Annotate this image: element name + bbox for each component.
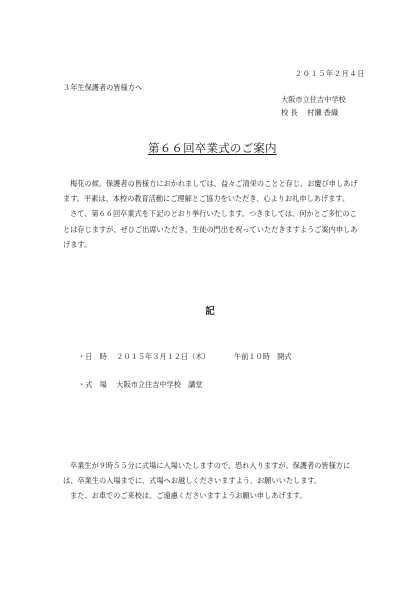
detail-date-value: ２０１５年３月１２日（木）: [116, 352, 210, 361]
body-paragraph-greeting: 梅花の候、保護者の皆様方におかれましては、益々ご清栄のことと存じ、お慶び申しあげます。平素は、本校の教育活動にご理解とご協力をいただき、心よりお礼申しあげます。: [63, 179, 358, 204]
sender-block: [281, 95, 365, 119]
detail-time-value: 午前１０時 開式: [234, 352, 292, 361]
notes-paragraph-entry: 卒業生が９時５５分に式場に入場いたしますので、恐れ入りますが、保護者の皆様方には、卒業生の入場までに、式場へお越しくださいますよう、お願いいたします。: [63, 461, 351, 486]
detail-place-label: ・式 場: [78, 380, 107, 389]
sender-school: 大阪市立住吉中学校: [281, 95, 346, 104]
letter-body: [63, 176, 363, 252]
ki-heading: 記: [205, 306, 215, 317]
detail-place-row: [78, 380, 203, 390]
addressee: ３年生保護者の皆様方へ: [63, 83, 143, 92]
detail-date-row: [78, 352, 292, 362]
body-paragraph-announcement: さて、第６６回卒業式を下記のとおり挙行いたします。つきましては、何かとご多忙のことは存じますが、ぜひご出席いただき、生徒の門出を祝っていただきますようご案内申しあげます。: [63, 209, 358, 249]
notes-paragraph-parking: また、お車でのご来校は、ご遠慮くださいますようお願い申しあげます。: [70, 491, 307, 501]
document-title: 第６６回卒業式のご案内: [148, 141, 277, 155]
notes-block: [63, 458, 363, 504]
detail-place-value: 大阪市立住吉中学校 講堂: [116, 380, 203, 389]
letter-date: ２０１５年２月４日: [294, 69, 365, 78]
sender-name: 校 長 村瀬 香織: [281, 108, 339, 118]
detail-date-label: ・日 時: [78, 352, 107, 361]
